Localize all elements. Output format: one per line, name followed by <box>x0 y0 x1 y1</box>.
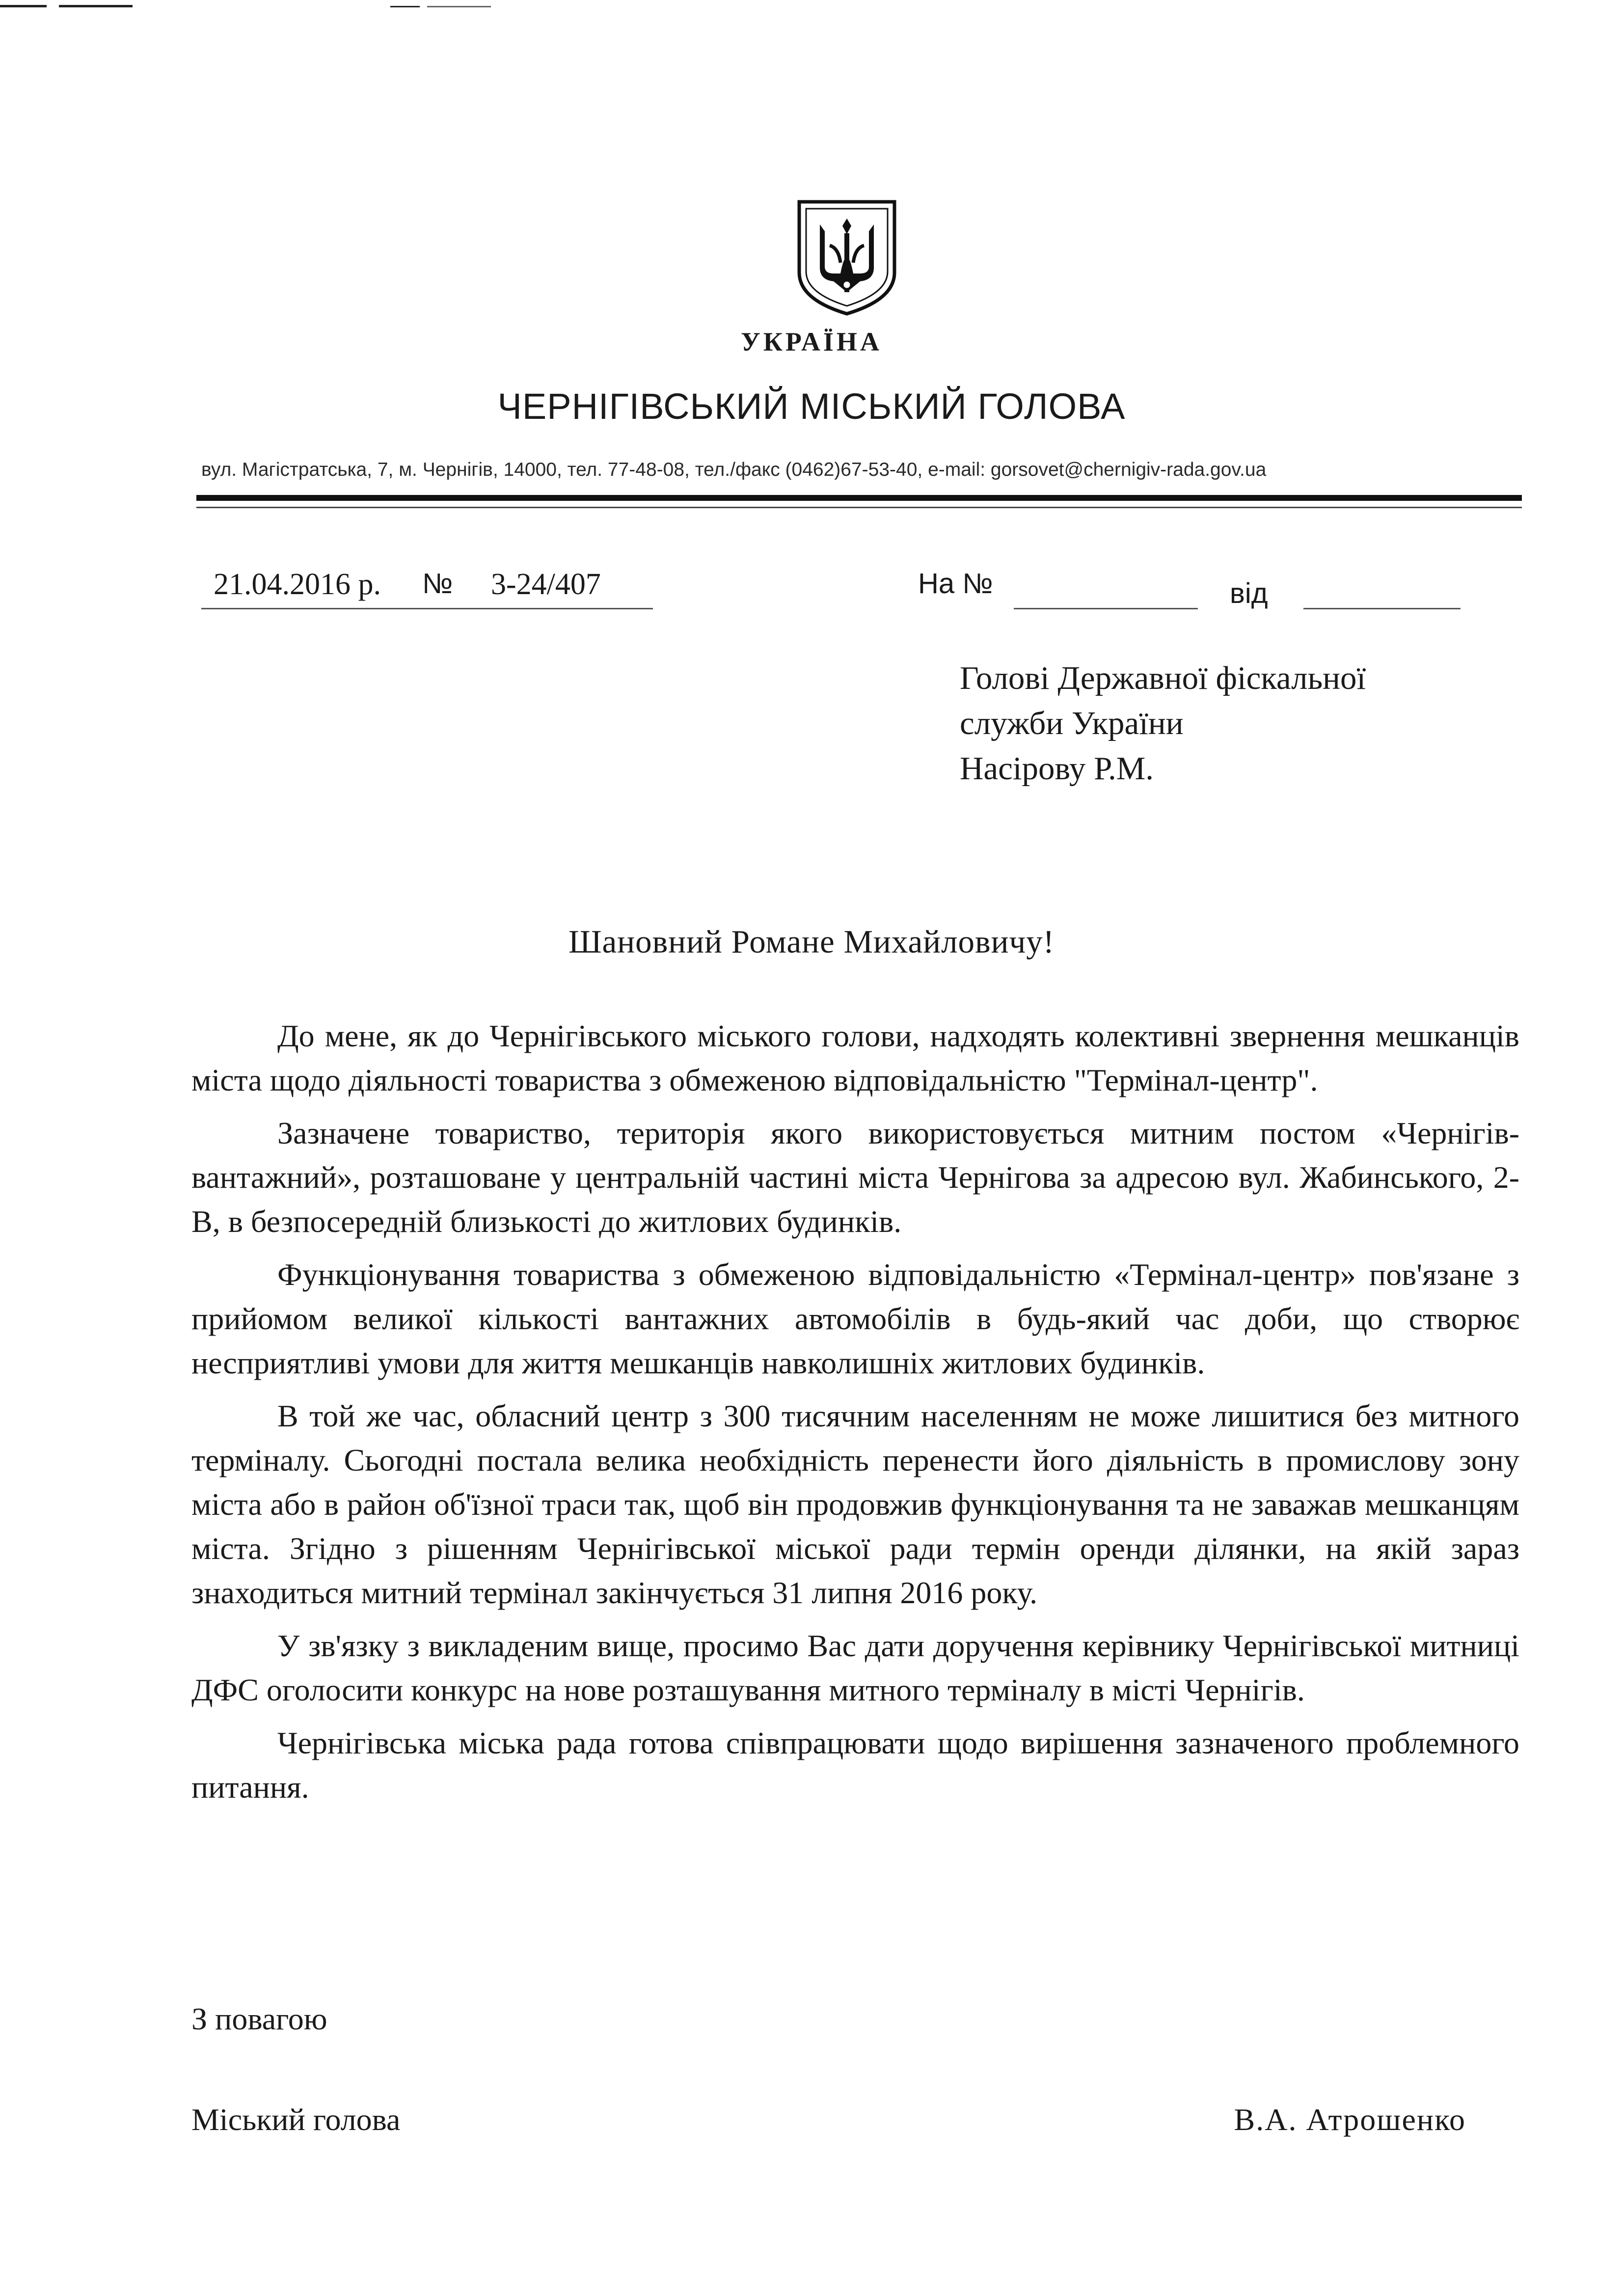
scan-artifact <box>59 5 133 7</box>
addressee-line: Голові Державної фіскальної <box>960 660 1366 696</box>
date-number-underline <box>201 608 653 609</box>
letter-number-label: № <box>422 568 453 600</box>
closing-phrase: З повагою <box>191 2001 327 2036</box>
scan-artifact <box>427 6 491 7</box>
body-paragraph: Функціонування товариства з обмеженою відповідальністю «Термінал-центр» пов'язане з прийомом великої кількості вантажних автомобілів в будь-який час доби, що створює несприятливі умови для життя мешканців навколишніх житлових будинків. <box>191 1257 1519 1380</box>
in-reply-label: На № <box>918 568 993 600</box>
from-date-label: від <box>1230 577 1268 609</box>
scan-artifact <box>0 5 47 7</box>
trident-coat-of-arms-icon <box>795 199 898 317</box>
from-date-blank <box>1303 608 1461 609</box>
body-paragraph: В той же час, обласний центр з 300 тисячним населенням не може лишитися без митного терміналу. Сьогодні постала велика необхідність перенести його діяльність в промислову зону міста або в район об'їзної траси так, щоб він продовжив функціонування та не заважав мешканцям міста. Згідно з рішенням Чернігівської міської ради термін оренди ділянки, на якій зараз знаходиться митний термінал закінчується 31 липня 2016 року. <box>191 1398 1519 1610</box>
country-name: УКРАЇНА <box>741 327 882 356</box>
letterhead-divider-thin <box>196 507 1522 508</box>
organization-name: ЧЕРНІГІВСЬКИЙ МІСЬКИЙ ГОЛОВА <box>497 386 1126 427</box>
in-reply-number-blank <box>1014 608 1198 609</box>
letter-number: 3-24/407 <box>491 568 601 601</box>
salutation: Шановний Романе Михайловичу! <box>568 924 1055 960</box>
scan-artifact <box>390 6 420 7</box>
addressee-line: Насірову Р.М. <box>960 750 1154 787</box>
body-paragraph: У зв'язку з викладеним вище, просимо Вас дати доручення керівнику Чернігівської митниці ДФС оголосити конкурс на нове розташування митного терміналу в місті Чернігів. <box>191 1628 1519 1707</box>
body-paragraph: Зазначене товариство, територія якого використовується митним постом «Чернігів-вантажний», розташоване у центральній частині міста Чернігова за адресою вул. Жабинського, 2-В, в безпосередній близькості до житлових будинків. <box>191 1116 1519 1239</box>
letterhead-divider <box>196 495 1522 501</box>
signer-title: Міський голова <box>191 2102 401 2137</box>
letter-date: 21.04.2016 р. <box>214 568 381 601</box>
letterhead-address: вул. Магістратська, 7, м. Чернігів, 14000, тел. 77-48-08, тел./факс (0462)67-53-40, e-mail: gorsovet@chernigiv-rada.gov.ua <box>201 459 1267 480</box>
body-paragraph: Чернігівська міська рада готова співпрацювати щодо вирішення зазначеного проблемного питання. <box>191 1725 1519 1804</box>
addressee-block <box>960 656 1524 791</box>
letter-body <box>191 1014 1519 1818</box>
addressee-line: служби України <box>960 705 1184 741</box>
signer-name: В.А. Атрошенко <box>1234 2102 1466 2137</box>
body-paragraph: До мене, як до Чернігівського міського голови, надходять колективні звернення мешканців міста щодо діяльності товариства з обмеженою відповідальністю "Термінал-центр". <box>191 1018 1519 1097</box>
